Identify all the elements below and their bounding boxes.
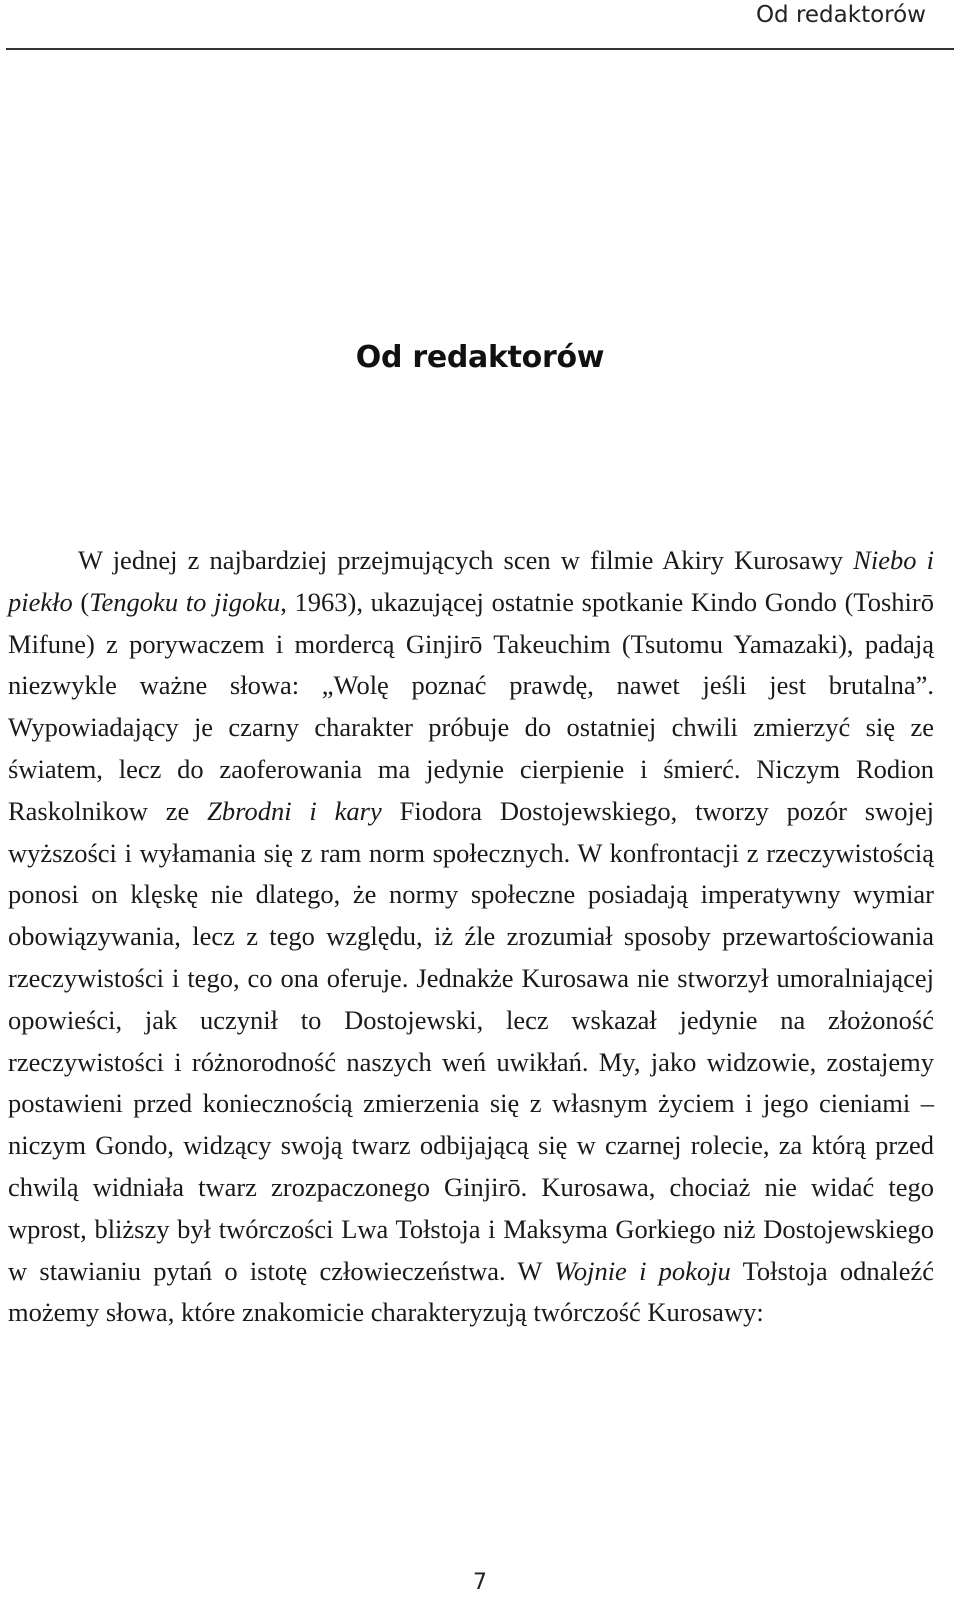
chapter-title: Od redaktorów — [355, 340, 605, 376]
running-header-title: Od redaktorów — [755, 2, 926, 28]
page-number: 7 — [473, 1570, 487, 1595]
novel-title-crime-and-punishment: Zbrodni i kary — [207, 795, 382, 826]
film-title-polish: Niebo i piekło — [8, 545, 934, 617]
header-rule — [6, 48, 954, 50]
film-title-japanese: Tengoku to jigoku — [89, 586, 281, 617]
novel-title-war-and-peace: Wojnie i pokoju — [554, 1255, 731, 1286]
paragraph-text: W jednej z najbardziej przejmujących scen w filmie Akiry Kurosawy — [78, 545, 854, 575]
paragraph-text: ( — [72, 586, 90, 617]
paragraph-text: Tołstoja odnaleźć możemy słowa, które znakomicie charakteryzują twórczość Kurosawy: — [8, 1255, 934, 1328]
body-paragraph — [8, 540, 934, 1334]
paragraph-text: , 1963), ukazującej ostatnie spotkanie Kindo Gondo (Toshirō Mifune) z porywaczem i mordercą Ginjirō Takeuchim (Tsutomu Yamazaki), padają niezwykle ważne słowa: „Wolę poznać prawdę, nawet jeśli jest brutalna”. Wypowiadający je czarny charakter próbuje do ostatniej chwili zmierzyć się ze światem, lecz do zaoferowania ma jedynie cierpienie i śmierć. Niczym Rodion Raskolnikow ze — [8, 586, 934, 826]
paragraph-text: Fiodora Dostojewskiego, tworzy pozór swojej wyższości i wyłamania się z ram norm społecznych. W konfrontacji z rzeczywistością ponosi on klęskę nie dlatego, że normy społeczne posiadają imperatywny wymiar obowiązywania, lecz z tego względu, iż źle zrozumiał sposoby przewartościowania rzeczywistości i tego, co ona oferuje. Jednakże Kurosawa nie stworzył umoralniającej opowieści, jak uczynił to Dostojewski, lecz wskazał jedynie na złożoność rzeczywistości i różnorodność naszych weń uwikłań. My, jako widzowie, zostajemy postawieni przed koniecznością zmierzenia się z własnym życiem i jego cieniami – niczym Gondo, widzący swoją twarz odbijającą się w czarnej rolecie, za którą przed chwilą widniała twarz zrozpaczonego Ginjirō. Kurosawa, chociaż nie widać tego wprost, bliższy był twórczości Lwa Tołstoja i Maksyma Gorkiego niż Dostojewskiego w stawianiu pytań o istotę człowieczeństwa. W — [8, 795, 934, 1286]
